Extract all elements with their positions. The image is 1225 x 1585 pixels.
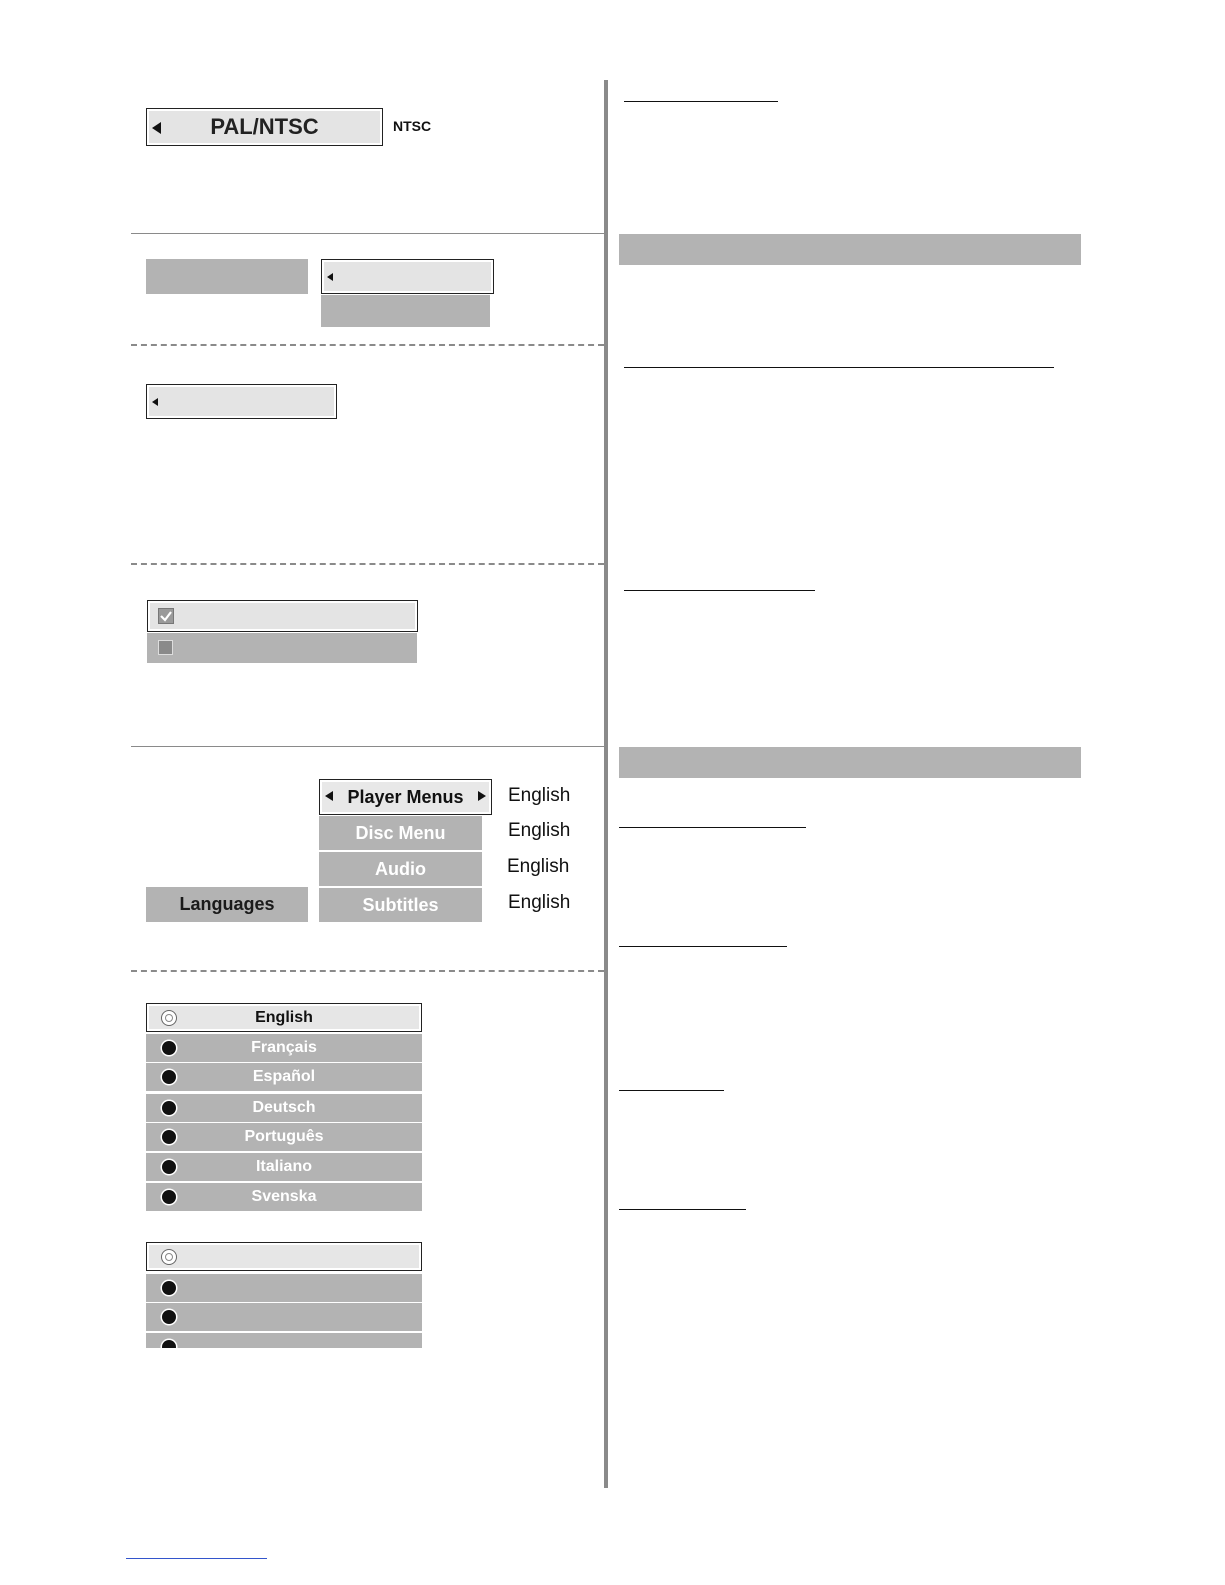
arrow-left-icon — [152, 122, 161, 134]
language-option-label: Italiano — [255, 1158, 312, 1175]
radio-icon — [162, 1340, 176, 1348]
radio-icon — [162, 1310, 176, 1324]
subtitles-item[interactable]: Subtitles — [319, 888, 482, 922]
submenu-option-blank[interactable] — [321, 295, 490, 327]
language-option-deutsch[interactable] — [146, 1094, 422, 1122]
blank-option-partial[interactable] — [146, 1333, 422, 1348]
language-option-label: Deutsch — [252, 1099, 316, 1116]
language-option-espanol[interactable] — [146, 1063, 422, 1091]
checkbox-unchecked-icon — [158, 640, 173, 655]
pal-ntsc-title: PAL/NTSC — [210, 114, 319, 139]
player-menus-value: English — [508, 785, 571, 806]
arrow-left-icon — [152, 398, 158, 406]
section-separator — [131, 233, 604, 234]
blank-option-selected[interactable] — [146, 1242, 422, 1271]
checkbox-option-checked[interactable] — [147, 600, 418, 632]
subtitles-value: English — [508, 892, 571, 913]
section-header-bar — [619, 747, 1081, 778]
heading-underline — [624, 367, 1054, 368]
disc-menu-item[interactable]: Disc Menu — [319, 816, 482, 850]
language-option-label: Español — [252, 1068, 316, 1085]
arrow-right-icon — [478, 791, 486, 801]
column-divider — [604, 80, 608, 1488]
blank-option[interactable] — [146, 1303, 422, 1331]
menu-category-blank[interactable] — [146, 259, 308, 294]
submenu-selected-blank[interactable] — [321, 259, 494, 294]
language-option-label: Português — [244, 1128, 324, 1145]
language-option-label: English — [255, 1009, 313, 1026]
language-option-italiano[interactable] — [146, 1153, 422, 1181]
language-option-label: Français — [251, 1039, 317, 1056]
player-menus-label: Player Menus — [347, 787, 464, 807]
selector-blank[interactable] — [146, 384, 337, 419]
language-option-portugues[interactable] — [146, 1123, 422, 1151]
audio-item[interactable]: Audio — [319, 852, 482, 886]
language-option-english[interactable] — [146, 1003, 422, 1032]
language-option-label: Svenska — [251, 1188, 317, 1205]
heading-underline — [624, 590, 815, 591]
arrow-left-icon — [325, 791, 333, 801]
section-separator — [131, 344, 604, 346]
arrow-left-icon — [327, 273, 333, 281]
pal-ntsc-selector[interactable] — [146, 108, 383, 146]
heading-underline — [624, 101, 778, 102]
section-header-bar — [619, 234, 1081, 265]
radio-icon — [162, 1281, 176, 1295]
pal-ntsc-value: NTSC — [393, 118, 432, 134]
player-menus-item[interactable] — [319, 779, 492, 815]
blank-option[interactable] — [146, 1274, 422, 1302]
section-separator — [131, 563, 604, 565]
radio-selected-icon — [161, 1249, 177, 1265]
checkbox-checked-icon — [158, 608, 174, 624]
languages-category[interactable]: Languages — [146, 887, 308, 922]
heading-underline — [619, 1090, 724, 1091]
heading-underline — [619, 827, 806, 828]
audio-value: English — [507, 856, 570, 877]
heading-underline — [619, 1209, 746, 1210]
language-option-francais[interactable] — [146, 1034, 422, 1062]
language-option-svenska[interactable] — [146, 1183, 422, 1211]
section-separator — [131, 746, 604, 747]
checkbox-option-unchecked[interactable] — [147, 633, 417, 663]
disc-menu-value: English — [508, 820, 571, 841]
section-separator — [131, 970, 604, 972]
heading-underline — [619, 946, 787, 947]
footer-link-underline — [126, 1558, 267, 1559]
